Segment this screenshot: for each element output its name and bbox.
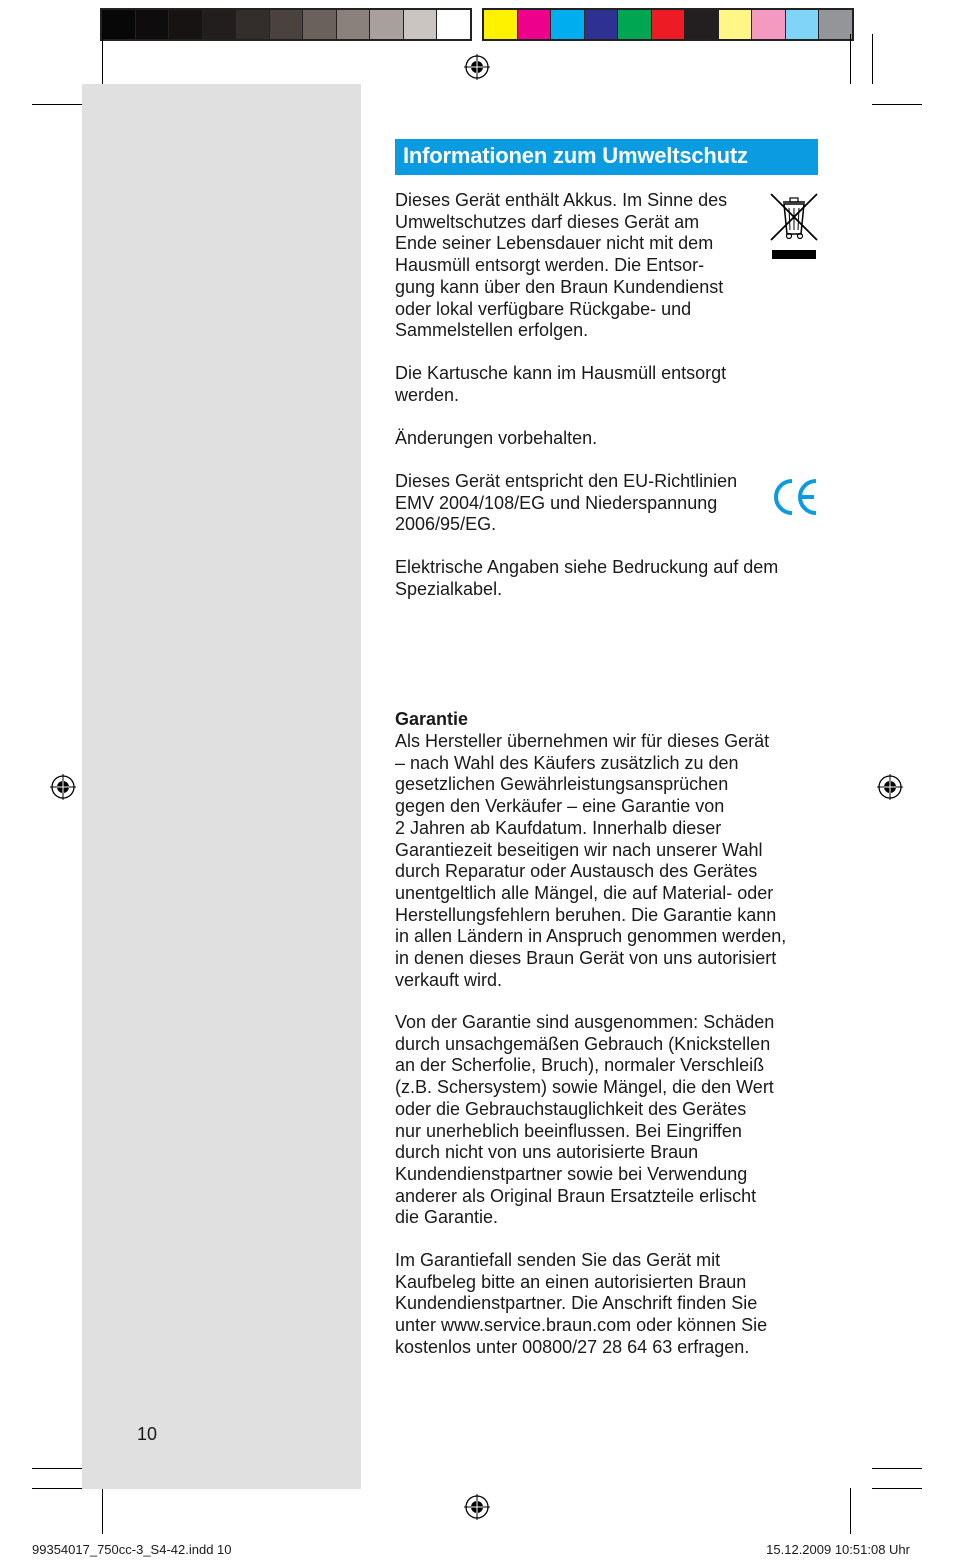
- color-swatch: [819, 10, 852, 39]
- crop-mark: [872, 104, 922, 105]
- color-swatch: [752, 10, 786, 39]
- color-swatch: [270, 10, 304, 39]
- crop-mark: [32, 1488, 82, 1489]
- registration-mark-icon: [464, 54, 490, 80]
- paragraph-changes-reserved: Änderungen vorbehalten.: [395, 428, 598, 448]
- color-swatch: [102, 10, 136, 39]
- paragraph-cartridge-disposal: Die Kartusche kann im Hausmüll entsorgt werden.: [395, 363, 727, 405]
- registration-mark-icon: [464, 1494, 490, 1520]
- color-swatch: [484, 10, 518, 39]
- color-swatch: [719, 10, 753, 39]
- ce-mark-icon: [768, 475, 820, 519]
- footer-timestamp: 15.12.2009 10:51:08 Uhr: [766, 1542, 910, 1557]
- color-swatch: [585, 10, 619, 39]
- registration-mark-icon: [50, 774, 76, 800]
- crossed-out-wheelie-bin-icon: [769, 192, 819, 262]
- crop-mark: [872, 1488, 922, 1489]
- crop-mark: [102, 34, 103, 84]
- page-number: 10: [137, 1424, 158, 1444]
- crop-mark: [872, 34, 873, 84]
- color-swatch: [236, 10, 270, 39]
- color-swatch: [337, 10, 371, 39]
- color-calibration-bar: [482, 8, 854, 41]
- color-swatch: [786, 10, 820, 39]
- crop-mark: [850, 34, 851, 84]
- section-heading-bar: [395, 139, 818, 175]
- section-title: Informationen zum Umweltschutz: [403, 143, 748, 168]
- crop-mark: [102, 1488, 103, 1534]
- page-sidebar: [82, 84, 361, 1489]
- gray-calibration-bar: [100, 8, 472, 41]
- crop-mark: [32, 104, 82, 105]
- paragraph-electrical-specs: Elektrische Angaben siehe Bedruckung auf dem Spezialkabel.: [395, 557, 779, 599]
- crop-mark: [872, 1468, 922, 1469]
- paragraph-warranty-scope: Als Hersteller übernehmen wir für dieses Gerät – nach Wahl des Käufers zusätzlich zu den gesetzlichen Gewährleistungsansprüchen gegen den Verkäufer – eine Garantie von 2 Jahren ab Kaufdatum. Innerhalb dieser Garantiezeit beseitigen wir nach unserer Wahl durch Reparatur oder Austausch des Gerätes unentgeltlich alle Mängel, die auf Material- oder Herstellungsfehlern beruhen. Die Garantie kann in allen Ländern in Anspruch genommen werden, in denen dieses Braun Gerät von uns autorisiert verkauft wird.: [395, 731, 787, 990]
- registration-mark-icon: [877, 774, 903, 800]
- footer-file-info: 99354017_750cc-3_S4-42.indd 10: [32, 1542, 232, 1557]
- crop-mark: [850, 1488, 851, 1534]
- color-swatch: [551, 10, 585, 39]
- color-swatch: [685, 10, 719, 39]
- color-swatch: [618, 10, 652, 39]
- color-swatch: [518, 10, 552, 39]
- paragraph-warranty-claim: Im Garantiefall senden Sie das Gerät mit Kaufbeleg bitte an einen autorisierten Braun Kundendienstpartner. Die Anschrift finden Sie unter www.service.braun.com oder können Sie kostenlos unter 00800/27 28 64 63 erfragen.: [395, 1250, 768, 1357]
- color-swatch: [169, 10, 203, 39]
- paragraph-warranty-exclusions: Von der Garantie sind ausgenommen: Schäden durch unsachgemäßen Gebrauch (Knickstellen an der Scherfolie, Bruch), normaler Verschleiß (z.B. Schersystem) sowie Mängel, die den Wert oder die Gebrauchstauglichkeit des Gerätes nur unerheblich beeinflussen. Bei Eingriffen durch nicht von uns autorisierte Braun Kundendienstpartner sowie bei Verwendung anderer als Original Braun Ersatzteile erlischt die Garantie.: [395, 1012, 775, 1228]
- color-swatch: [652, 10, 686, 39]
- color-swatch: [303, 10, 337, 39]
- paragraph-eu-directives: Dieses Gerät entspricht den EU-Richtlinien EMV 2004/108/EG und Niederspannung 2006/95/EG.: [395, 471, 738, 535]
- color-swatch: [437, 10, 470, 39]
- color-swatch: [404, 10, 438, 39]
- paragraph-battery-disposal: Dieses Gerät enthält Akkus. Im Sinne des Umweltschutzes darf dieses Gerät am Ende seiner Lebensdauer nicht mit dem Hausmüll entsorgt werden. Die Entsor- gung kann über den Braun Kundendienst oder lokal verfügbare Rückgabe- und Sammelstellen erfolgen.: [395, 190, 728, 341]
- color-swatch: [203, 10, 237, 39]
- color-swatch: [370, 10, 404, 39]
- color-swatch: [136, 10, 170, 39]
- warranty-heading: Garantie: [395, 709, 469, 729]
- crop-mark: [32, 1468, 82, 1469]
